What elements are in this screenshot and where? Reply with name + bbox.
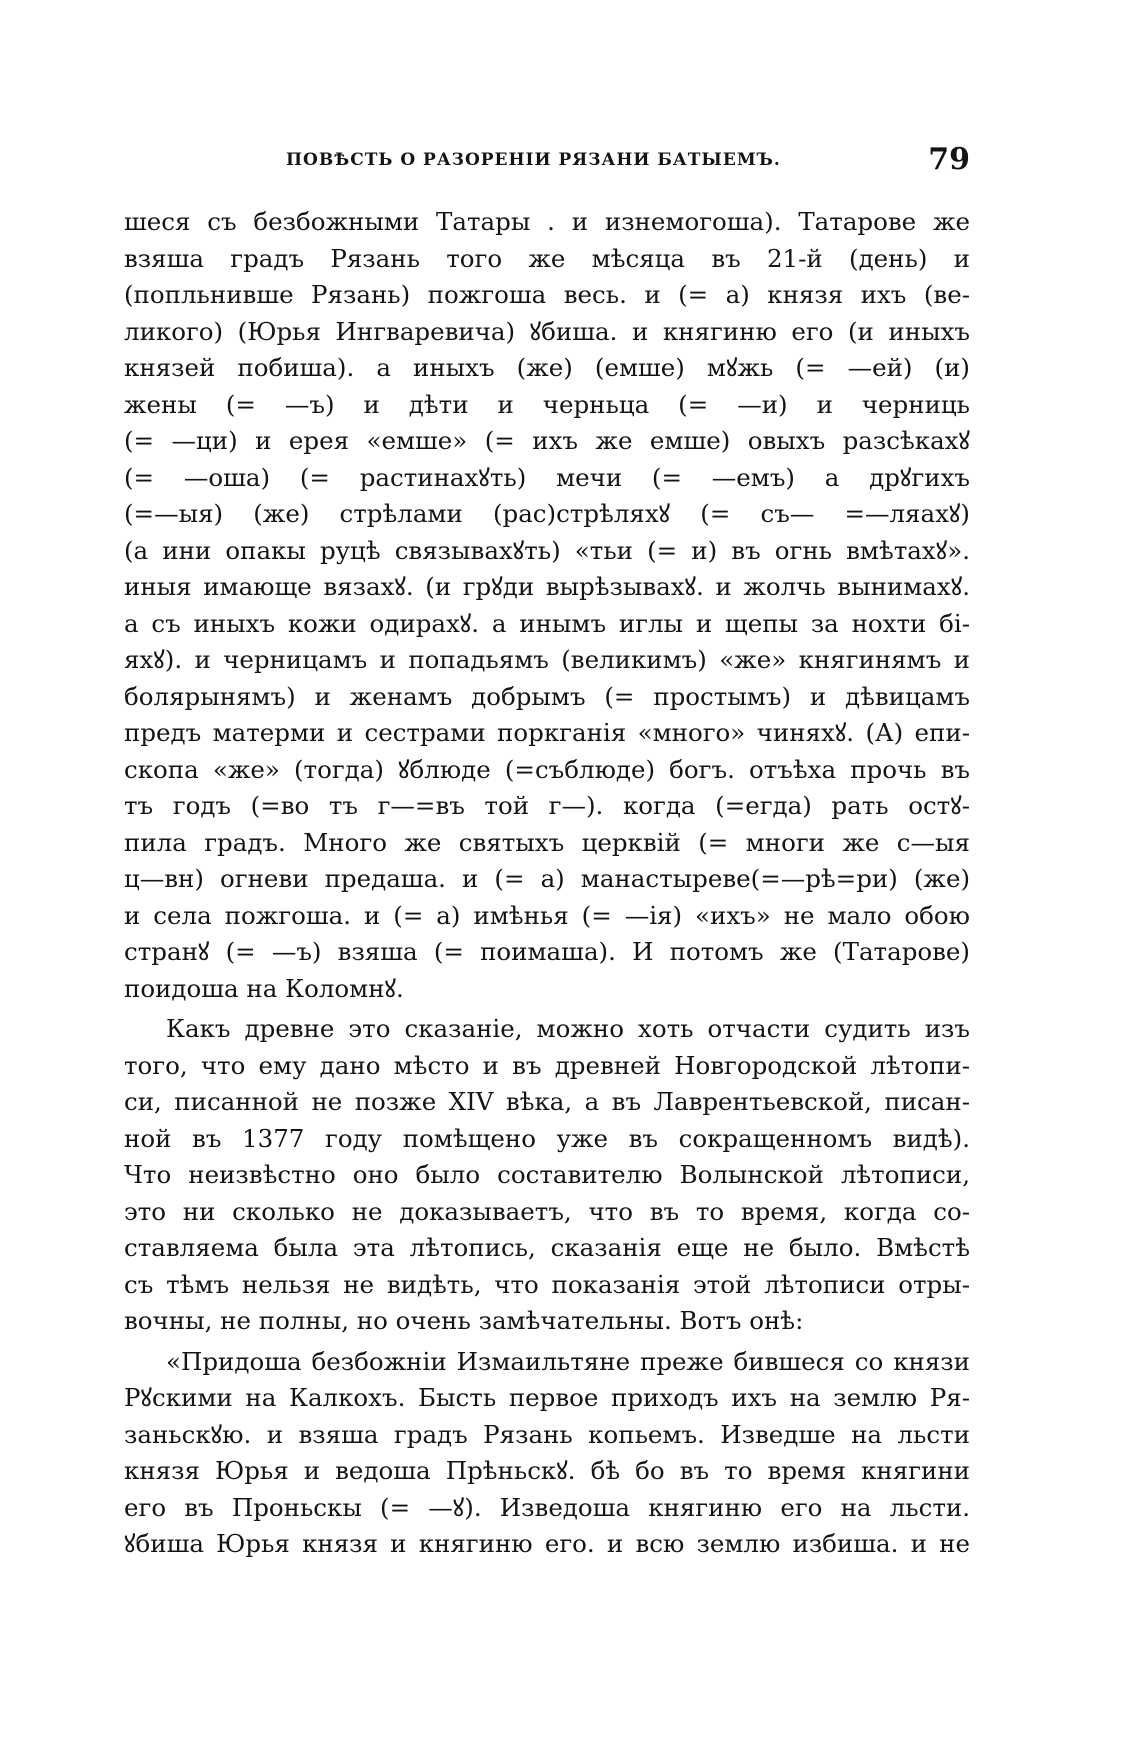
text-line: Какъ древне это сказаніе, можно хоть отчасти судить изъ [166,1014,970,1043]
text-line: тъ годъ (=во тъ г—=въ той г—). когда (=егда) рать остꙋ- [124,791,970,820]
text-line: (=—ыя) (же) стрѣлами (рас)стрѣляхꙋ (= съ— =—ляахꙋ) [124,499,970,528]
text-line: Рꙋскими на Калкохъ. Бысть первое приходъ ихъ на землю Ря- [124,1383,970,1412]
text-line: ставляема была эта лѣтопись, сказанія еще не было. Вмѣстѣ [124,1233,970,1262]
text-line: поидоша на Коломнꙋ. [124,973,404,1003]
page-number: 79 [928,142,970,177]
text-line: его въ Проньскы (= —ꙋ). Изведоша княгиню его на льсти. [124,1492,970,1522]
text-line: взяша градъ Рязань того же мѣсяца въ 21-й (день) и [124,243,970,273]
running-title: ПОВѢСТЬ О РАЗОРЕНІИ РЯЗАНИ БАТЫЕМЪ. [286,150,781,170]
text-line: яхꙋ). и черницамъ и попадьямъ (великимъ) «же» княгинямъ и [124,645,970,674]
text-line: предъ матерми и сестрами поркганія «много» чиняхꙋ. (А) епи- [124,718,970,747]
paragraph-quotation [124,1344,970,1563]
text-line: князей побиша). а иныхъ (же) (емше) мꙋжь (= —ей) (и) [124,353,970,382]
text-line: «Придоша безбожніи Измаильтяне преже бившеся со князи [166,1346,970,1376]
text-line: болярынямъ) и женамъ добрымъ (= простымъ) и дѣвицамъ [124,681,970,711]
text-line: иныя имающе вязахꙋ. (и грꙋди вырѣзывахꙋ. и жолчь вынимахꙋ. [124,572,970,601]
text-line: ц—вн) огневи предаша. и (= а) манастыреве(=—рѣ=ри) (же) [124,864,970,893]
text-line: ликого) (Юрья Ингваревича) ꙋбиша. и княгиню его (и иныхъ [124,316,970,346]
text-line: (а ини опакы руцѣ связывахꙋть) «тьи (= и) въ огнь вмѣтахꙋ». [124,535,970,565]
text-line: и села пожгоша. и (= а) имѣнья (= —ія) «ихъ» не мало обою [124,900,970,930]
text-line: странꙋ (= —ъ) взяша (= поимаша). И потомъ же (Татарове) [124,937,970,966]
text-line: а съ иныхъ кожи одирахꙋ. а инымъ иглы и щепы за нохти бі- [124,608,970,638]
text-line: заньскꙋю. и взяша градъ Рязань копьемъ. Изведше на льсти [124,1419,970,1449]
text-line: ной въ 1377 году помѣщено уже въ сокращенномъ видѣ). [124,1123,970,1153]
body-text [124,204,970,1563]
text-line: вочны, не полны, но очень замѣчательны. Вотъ онѣ: [124,1306,804,1335]
text-line: (попльнивше Рязань) пожгоша весь. и (= а) князя ихъ (ве- [124,280,970,309]
text-line: Что неизвѣстно оно было составителю Волынской лѣтописи, [124,1160,970,1189]
text-line: шеся съ безбожными Татары . и изнемогоша). Татарове же [124,207,970,236]
text-line: ꙋбиша Юрья князя и княгиню его. и всю землю избиша. и не [124,1529,970,1558]
paragraph-commentary [124,1011,970,1340]
text-line: (= —оша) (= растинахꙋть) мечи (= —емъ) а дрꙋгихъ [124,462,970,492]
text-line: пила градъ. Много же святыхъ церквій (= многи же с—ыя [124,827,970,857]
text-line: скопа «же» (тогда) ꙋблюде (=съблюде) богъ. отъѣха прочь въ [124,754,970,784]
text-line: того, что ему дано мѣсто и въ древней Новгородской лѣтопи- [124,1050,970,1080]
text-line: это ни сколько не доказываетъ, что въ то время, когда со- [124,1196,970,1226]
text-line: си, писанной не позже XIV вѣка, а въ Лаврентьевской, писан- [124,1087,970,1116]
page-header [124,142,970,182]
text-line: съ тѣмъ нельзя не видѣть, что показанія этой лѣтописи отры- [124,1269,970,1299]
paragraph-chronicle-excerpt [124,204,970,1007]
text-line: (= —ци) и ерея «емше» (= ихъ же емше) овыхъ разсѣкахꙋ [124,426,970,455]
text-line: жены (= —ъ) и дѣти и черньца (= —и) и черниць [124,389,970,419]
text-line: князя Юрья и ведоша Прѣньскꙋ. бѣ бо въ то время княгини [124,1456,970,1485]
